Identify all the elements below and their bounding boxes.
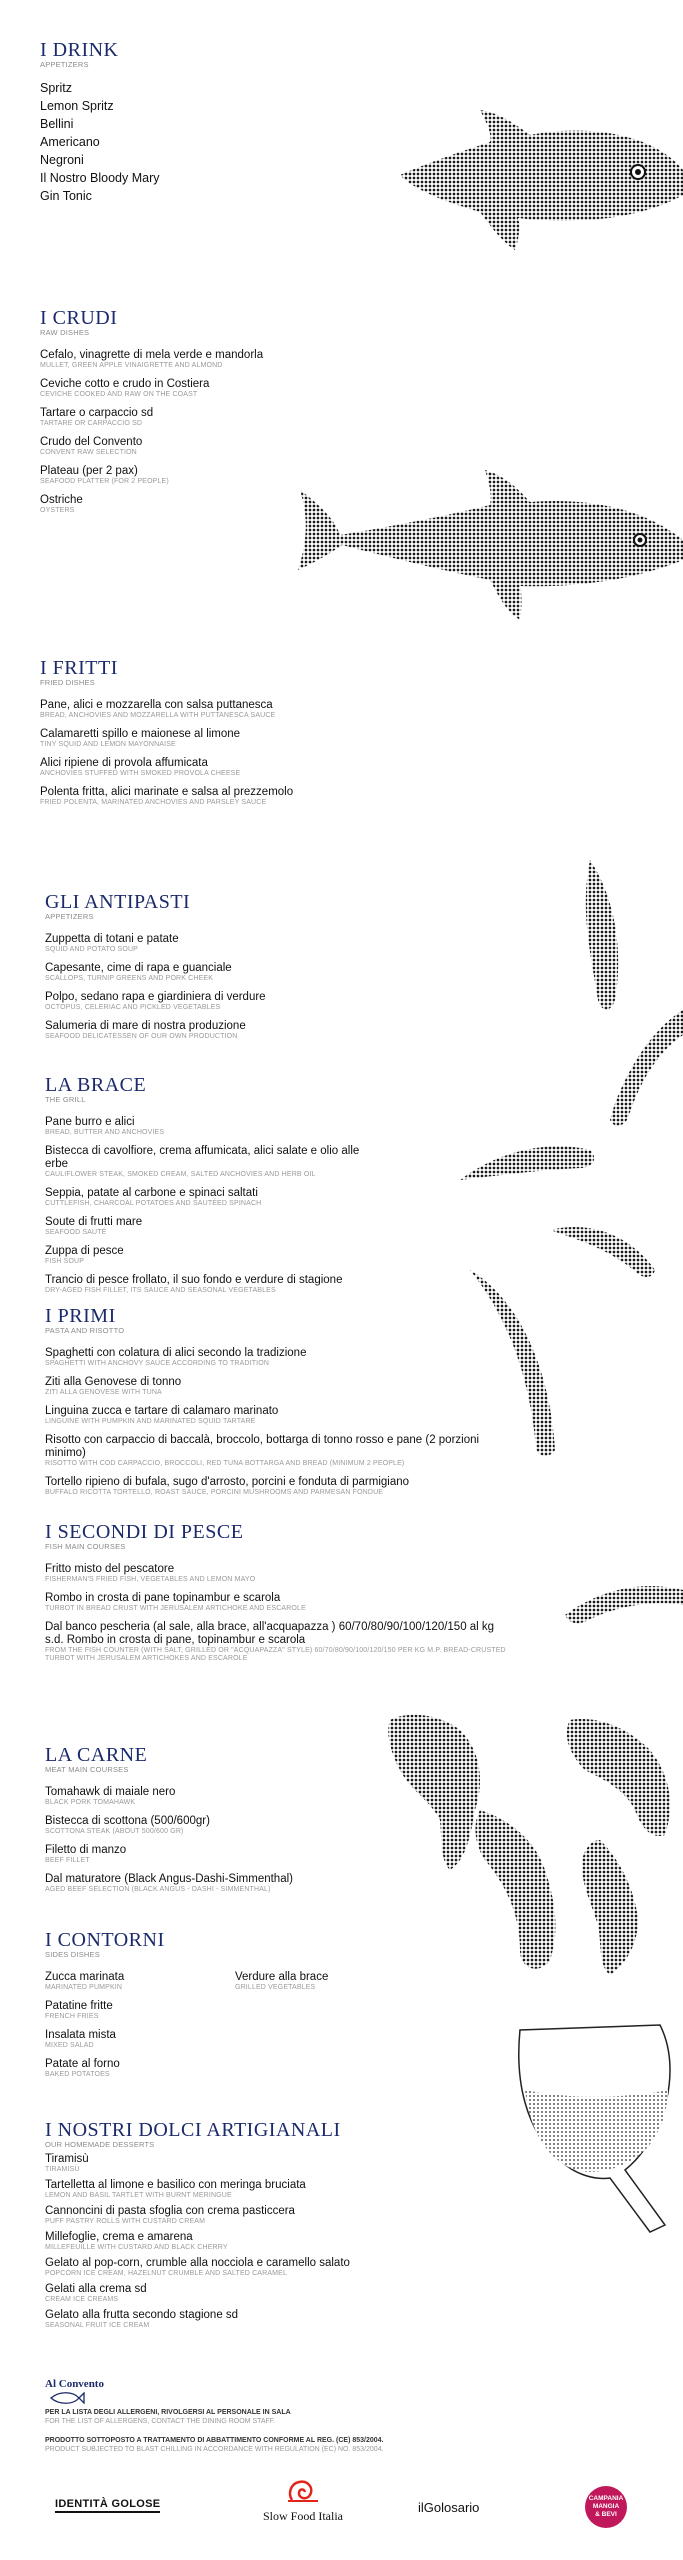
wine-glass-illustration xyxy=(500,2010,683,2240)
item-name: Polpo, sedano rapa e giardiniera di verdure xyxy=(45,991,266,1003)
item-translation: OYSTERS xyxy=(40,507,75,514)
item-name: Spaghetti con colatura di alici secondo la tradizione xyxy=(45,1347,307,1359)
item-translation: SPAGHETTI WITH ANCHOVY SAUCE ACCORDING TO TRADITION xyxy=(45,1360,270,1367)
brand-logo: Al Convento xyxy=(45,2378,104,2390)
item-name: Ziti alla Genovese di tonno xyxy=(45,1376,182,1388)
menu-item xyxy=(45,1476,515,1497)
item-name: Patatine fritte xyxy=(45,2000,113,2012)
section-title: I PRIMI xyxy=(45,1305,116,1327)
hands-illustration xyxy=(370,1690,683,1990)
item-translation: TIRAMISÙ xyxy=(45,2166,80,2173)
section-title: I DRINK xyxy=(40,39,119,61)
item-name: Gelato alla frutta secondo stagione sd xyxy=(45,2309,239,2321)
item-translation: FISHERMAN'S FRIED FISH, VEGETABLES AND LEMON MAYO xyxy=(45,1576,256,1583)
item-name: Alici ripiene di provola affumicata xyxy=(40,757,208,769)
item-translation: SCOTTONA STEAK (ABOUT 500/600 GR) xyxy=(45,1828,184,1835)
contorni-left xyxy=(45,1971,195,2087)
menu-item xyxy=(45,1621,515,1663)
allergen-note-en: FOR THE LIST OF ALLERGENS, CONTACT THE DINING ROOM STAFF. xyxy=(45,2418,276,2425)
item-translation: CUTTLEFISH, CHARCOAL POTATOES AND SAUTÉED SPINACH xyxy=(45,1200,262,1207)
item-name: Capesante, cime di rapa e guanciale xyxy=(45,962,232,974)
menu-item xyxy=(45,1873,365,1894)
item-name: Polenta fritta, alici marinate e salsa al prezzemolo xyxy=(40,786,294,798)
item-translation: AGED BEEF SELECTION (BLACK ANGUS - DASHI - SIMMENTHAL) xyxy=(45,1886,271,1893)
menu-item xyxy=(45,2029,195,2050)
menu-item xyxy=(40,786,380,807)
item-name: Tortello ripieno di bufala, sugo d'arrosto, porcini e fonduta di parmigiano xyxy=(45,1476,410,1488)
item-translation: SCALLOPS, TURNIP GREENS AND PORK CHEEK xyxy=(45,975,214,982)
footer xyxy=(45,2378,465,2454)
item-translation: SEAFOOD DELICATESSEN OF OUR OWN PRODUCTION xyxy=(45,1033,238,1040)
item-name: Cannoncini di pasta sfoglia con crema pasticcera xyxy=(45,2205,295,2217)
item-name: Millefoglie, crema e amarena xyxy=(45,2231,193,2243)
section-antipasti xyxy=(45,892,375,1049)
sponsor-label: CAMPANIA xyxy=(588,2495,624,2502)
section-secondi xyxy=(45,1522,515,1671)
item-name: Gelati alla crema sd xyxy=(45,2283,147,2295)
item-name: Seppia, patate al carbone e spinaci saltati xyxy=(45,1187,258,1199)
menu-item xyxy=(45,1376,515,1397)
item-name: Trancio di pesce frollato, il suo fondo e verdure di stagione xyxy=(45,1274,343,1286)
menu-item xyxy=(45,2257,465,2278)
item-name: Salumeria di mare di nostra produzione xyxy=(45,1020,246,1032)
item-translation: POPCORN ICE CREAM, HAZELNUT CRUMBLE AND SALTED CARAMEL xyxy=(45,2270,287,2277)
item-name: Dal banco pescheria (al sale, alla brace, all'acquapazza ) 60/70/80/90/100/120/150 al kg s.d. Rombo in crosta di pane, topinambur e scarola xyxy=(45,1621,495,1646)
section-dolci xyxy=(45,2120,465,2335)
menu-item xyxy=(40,728,380,749)
item-translation: ZITI ALLA GENOVESE WITH TUNA xyxy=(45,1389,162,1396)
fish-logo-icon xyxy=(49,2392,85,2404)
menu-item xyxy=(40,757,380,778)
item-translation: SQUID AND POTATO SOUP xyxy=(45,946,138,953)
menu-item xyxy=(40,407,340,428)
item-name: Tartelletta al limone e basilico con meringa bruciata xyxy=(45,2179,306,2191)
menu-item xyxy=(45,1786,365,1807)
section-subtitle: OUR HOMEMADE DESSERTS xyxy=(45,2140,155,2149)
menu-item xyxy=(235,1971,385,1992)
section-subtitle: APPETIZERS xyxy=(40,60,89,69)
menu-item xyxy=(45,1145,385,1179)
item-name: Bistecca di cavolfiore, crema affumicata, alici salate e olio alle erbe xyxy=(45,1145,360,1170)
section-title: I FRITTI xyxy=(40,657,118,679)
item-translation: MARINATED PUMPKIN xyxy=(45,1984,123,1991)
item-name: Tomahawk di maiale nero xyxy=(45,1786,176,1798)
section-subtitle: MEAT MAIN COURSES xyxy=(45,1765,129,1774)
item-name: Ostriche xyxy=(40,494,83,506)
item-translation: SEAFOOD PLATTER (FOR 2 PEOPLE) xyxy=(40,478,169,485)
menu-item xyxy=(45,962,375,983)
list-item: Il Nostro Bloody Mary xyxy=(40,171,160,185)
tuna-illustration xyxy=(280,460,683,630)
item-name: Dal maturatore (Black Angus-Dashi-Simmenthal) xyxy=(45,1873,293,1885)
item-translation: BREAD, ANCHOVIES AND MOZZARELLA WITH PUTTANESCA SAUCE xyxy=(40,712,276,719)
menu-item xyxy=(45,1405,515,1426)
section-title: GLI ANTIPASTI xyxy=(45,891,191,913)
item-translation: CREAM ICE CREAMS xyxy=(45,2296,119,2303)
menu-item xyxy=(45,1971,195,1992)
menu-item xyxy=(45,2309,465,2330)
item-name: Zuppetta di totani e patate xyxy=(45,933,179,945)
item-name: Fritto misto del pescatore xyxy=(45,1563,175,1575)
item-name: Gelato al pop-corn, crumble alla nocciola e caramello salato xyxy=(45,2257,350,2269)
item-name: Insalata mista xyxy=(45,2029,116,2041)
item-translation: DRY-AGED FISH FILLET, ITS SAUCE AND SEASONAL VEGETABLES xyxy=(45,1287,276,1294)
item-translation: MILLEFEUILLE WITH CUSTARD AND BLACK CHERRY xyxy=(45,2244,228,2251)
sponsor-campania xyxy=(585,2486,627,2528)
list-item: Americano xyxy=(40,135,100,149)
menu-item xyxy=(45,1245,385,1266)
sponsor-identita-golose xyxy=(55,2498,160,2513)
item-translation: BREAD, BUTTER AND ANCHOVIES xyxy=(45,1129,165,1136)
item-name: Pane, alici e mozzarella con salsa puttanesca xyxy=(40,699,273,711)
menu-item xyxy=(45,1434,515,1468)
menu-item xyxy=(45,2283,465,2304)
item-name: Tiramisù xyxy=(45,2153,89,2165)
sponsor-label: IDENTITÀ GOLOSE xyxy=(55,2498,161,2510)
item-name: Verdure alla brace xyxy=(235,1971,329,1983)
item-translation: BLACK PORK TOMAHAWK xyxy=(45,1799,136,1806)
item-translation: TURBOT IN BREAD CRUST WITH JERUSALEM ARTICHOKE AND ESCAROLE xyxy=(45,1605,306,1612)
menu-item xyxy=(45,1216,385,1237)
menu-item xyxy=(45,2058,195,2079)
section-title: LA BRACE xyxy=(45,1074,147,1096)
sponsor-label: & BEVI xyxy=(595,2511,617,2518)
item-name: Risotto con carpaccio di baccalà, broccolo, bottarga di tonno rosso e pane (2 porzioni minimo) xyxy=(45,1434,480,1459)
item-name: Pane burro e alici xyxy=(45,1116,135,1128)
item-name: Patate al forno xyxy=(45,2058,120,2070)
allergen-note-it: PER LA LISTA DEGLI ALLERGENI, RIVOLGERSI AL PERSONALE IN SALA xyxy=(45,2409,291,2416)
section-subtitle: PASTA AND RISOTTO xyxy=(45,1326,125,1335)
item-translation: BEEF FILLET xyxy=(45,1857,90,1864)
section-fritti xyxy=(40,658,380,815)
contorni-right xyxy=(235,1971,385,2087)
item-name: Plateau (per 2 pax) xyxy=(40,465,138,477)
contorni-columns xyxy=(45,1971,385,2087)
section-title: I SECONDI DI PESCE xyxy=(45,1521,244,1543)
menu-item xyxy=(45,1020,375,1041)
fish-illustration xyxy=(380,100,683,260)
item-name: Rombo in crosta di pane topinambur e scarola xyxy=(45,1592,281,1604)
menu-item xyxy=(45,1592,515,1613)
item-translation: CAULIFLOWER STEAK, SMOKED CREAM, SALTED ANCHOVIES AND HERB OIL xyxy=(45,1171,316,1178)
item-translation: GRILLED VEGETABLES xyxy=(235,1984,316,1991)
section-title: I NOSTRI DOLCI ARTIGIANALI xyxy=(45,2119,341,2141)
section-brace xyxy=(45,1075,385,1303)
item-translation: LEMON AND BASIL TARTLET WITH BURNT MERINGUE xyxy=(45,2192,232,2199)
anchovies-illustration xyxy=(440,850,683,1330)
section-subtitle: FISH MAIN COURSES xyxy=(45,1542,126,1551)
menu-item xyxy=(45,1187,385,1208)
item-translation: BAKED POTATOES xyxy=(45,2071,110,2078)
section-title: I CONTORNI xyxy=(45,1929,165,1951)
item-name: Calamaretti spillo e maionese al limone xyxy=(40,728,241,740)
item-name: Cefalo, vinagrette di mela verde e mandorla xyxy=(40,349,264,361)
list-item: Negroni xyxy=(40,153,84,167)
item-translation: FISH SOUP xyxy=(45,1258,85,1265)
section-subtitle: FRIED DISHES xyxy=(40,678,95,687)
section-subtitle: THE GRILL xyxy=(45,1095,86,1104)
item-name: Ceviche cotto e crudo in Costiera xyxy=(40,378,210,390)
item-translation: ANCHOVIES STUFFED WITH SMOKED PROVOLA CHEESE xyxy=(40,770,241,777)
menu-item xyxy=(40,436,340,457)
blast-chill-note-it: PRODOTTO SOTTOPOSTO A TRATTAMENTO DI ABBATTIMENTO CONFORME AL REG. (CE) 853/2004. xyxy=(45,2437,384,2444)
item-name: Crudo del Convento xyxy=(40,436,143,448)
section-primi xyxy=(45,1306,515,1505)
sponsor-slow-food xyxy=(248,2478,358,2524)
menu-item xyxy=(45,1116,385,1137)
section-subtitle: APPETIZERS xyxy=(45,912,94,921)
menu-item xyxy=(45,2205,465,2226)
item-name: Zuppa di pesce xyxy=(45,1245,124,1257)
list-item: Lemon Spritz xyxy=(40,99,114,113)
sponsor-label: ilGolosario xyxy=(418,2500,480,2515)
underline-divider xyxy=(55,2511,160,2513)
section-carne xyxy=(45,1745,365,1902)
menu-item xyxy=(45,2231,465,2252)
item-translation: TARTARE OR CARPACCIO SD xyxy=(40,420,143,427)
item-name: Bistecca di scottona (500/600gr) xyxy=(45,1815,210,1827)
item-translation: MULLET, GREEN APPLE VINAIGRETTE AND ALMOND xyxy=(40,362,223,369)
list-item: Gin Tonic xyxy=(40,189,92,203)
item-translation: FRENCH FRIES xyxy=(45,2013,99,2020)
item-translation: LINGUINE WITH PUMPKIN AND MARINATED SQUID TARTARE xyxy=(45,1418,256,1425)
menu-item xyxy=(45,1274,385,1295)
item-translation: TINY SQUID AND LEMON MAYONNAISE xyxy=(40,741,176,748)
drink-list xyxy=(40,79,280,205)
section-title: LA CARNE xyxy=(45,1744,148,1766)
item-name: Zucca marinata xyxy=(45,1971,125,1983)
item-translation: FRIED POLENTA, MARINATED ANCHOVIES AND PARSLEY SAUCE xyxy=(40,799,267,806)
item-translation: RISOTTO WITH COD CARPACCIO, BROCCOLI, RED TUNA BOTTARGA AND BREAD (MINIMUM 2 PEOPLE) xyxy=(45,1460,405,1467)
menu-item xyxy=(45,1563,515,1584)
item-translation: OCTOPUS, CELERIAC AND PICKLED VEGETABLES xyxy=(45,1004,221,1011)
section-title: I CRUDI xyxy=(40,307,118,329)
item-name: Filetto di manzo xyxy=(45,1844,127,1856)
item-translation: FROM THE FISH COUNTER (WITH SALT, GRILLED OR "ACQUAPAZZA" STYLE) 60/70/80/90/100/120/150 PER KG M.P. BREAD-CRUSTED TURBOT WITH JERUSALEM ARTICHOKES AND ESCAROLE xyxy=(45,1647,506,1662)
menu-item xyxy=(45,2153,465,2174)
section-contorni xyxy=(45,1930,385,2087)
item-name: Soute di frutti mare xyxy=(45,1216,143,1228)
item-name: Tartare o carpaccio sd xyxy=(40,407,154,419)
blast-chill-note-en: PRODUCT SUBJECTED TO BLAST CHILLING IN ACCORDANCE WITH REGULATION (EC) NO. 853/2004. xyxy=(45,2446,384,2453)
sponsor-golosario xyxy=(418,2500,479,2515)
menu-item xyxy=(45,2000,195,2021)
snail-icon xyxy=(286,2478,320,2504)
menu-item xyxy=(40,349,340,370)
section-subtitle: RAW DISHES xyxy=(40,328,90,337)
menu-item xyxy=(45,1347,515,1368)
menu-item xyxy=(45,1815,365,1836)
sponsor-label: Slow Food Italia xyxy=(263,2509,343,2523)
item-name: Linguina zucca e tartare di calamaro marinato xyxy=(45,1405,279,1417)
menu-item xyxy=(40,699,380,720)
item-translation: BUFFALO RICOTTA TORTELLO, ROAST SAUCE, PORCINI MUSHROOMS AND PARMESAN FONDUE xyxy=(45,1489,384,1496)
menu-item xyxy=(45,2179,465,2200)
sponsor-label: MANGIA xyxy=(592,2503,620,2510)
list-item: Spritz xyxy=(40,81,72,95)
section-drink xyxy=(40,40,280,205)
item-translation: CEVICHE COOKED AND RAW ON THE COAST xyxy=(40,391,198,398)
item-translation: SEASONAL FRUIT ICE CREAM xyxy=(45,2322,150,2329)
item-translation: MIXED SALAD xyxy=(45,2042,94,2049)
menu-item xyxy=(45,933,375,954)
menu-item xyxy=(45,1844,365,1865)
section-subtitle: SIDES DISHES xyxy=(45,1950,100,1959)
item-translation: SEAFOOD SAUTÉ xyxy=(45,1229,107,1236)
item-translation: PUFF PASTRY ROLLS WITH CUSTARD CREAM xyxy=(45,2218,206,2225)
list-item: Bellini xyxy=(40,117,74,131)
menu-item xyxy=(40,378,340,399)
item-translation: CONVENT RAW SELECTION xyxy=(40,449,137,456)
menu-item xyxy=(45,991,375,1012)
